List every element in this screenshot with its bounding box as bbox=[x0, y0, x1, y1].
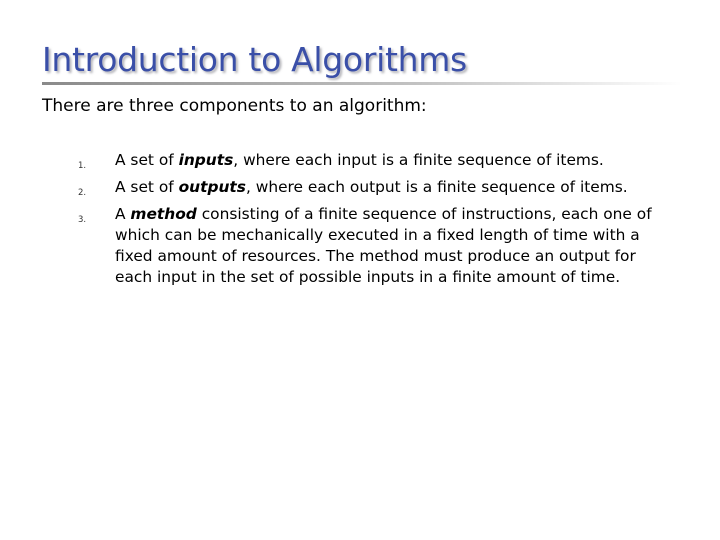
slide-title: Introduction to Algorithms bbox=[42, 40, 467, 79]
list-number: 3. bbox=[78, 215, 87, 225]
item-text-pre: A bbox=[115, 205, 131, 223]
component-list bbox=[78, 150, 678, 288]
list-item bbox=[78, 150, 678, 177]
item-term: outputs bbox=[178, 178, 246, 196]
list-number: 2. bbox=[78, 188, 87, 198]
list-item-text bbox=[115, 150, 675, 171]
list-number: 1. bbox=[78, 161, 87, 171]
list-item-text bbox=[115, 204, 675, 288]
item-term: inputs bbox=[178, 151, 234, 169]
list-item bbox=[78, 204, 678, 288]
title-underline bbox=[42, 82, 682, 85]
item-text-pre: A set of bbox=[115, 151, 179, 169]
item-term: method bbox=[130, 205, 197, 223]
item-text-post: consisting of a finite sequence of instructions, each one of which can be mechanically executed in a fixed length of time with a fixed amount of resources. The method must produce an output for each input in the set of possible inputs in a finite amount of time. bbox=[115, 205, 652, 286]
list-item bbox=[78, 177, 678, 204]
list-item-text bbox=[115, 177, 675, 198]
item-text-post: , where each input is a finite sequence of items. bbox=[233, 151, 604, 169]
item-text-post: , where each output is a finite sequence of items. bbox=[245, 178, 628, 196]
item-text-pre: A set of bbox=[115, 178, 179, 196]
intro-text: There are three components to an algorithm: bbox=[42, 96, 427, 116]
